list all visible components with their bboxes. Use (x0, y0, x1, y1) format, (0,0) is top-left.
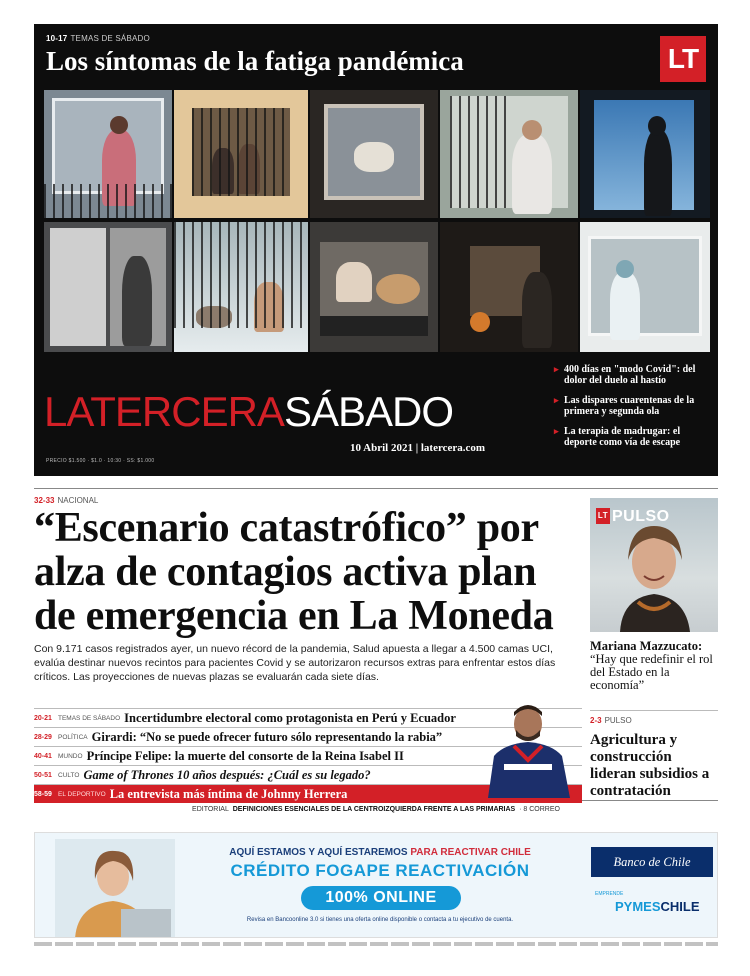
photo-window-2 (174, 90, 308, 218)
arrow-icon: ▸ (554, 364, 559, 374)
photo-window-3 (310, 90, 438, 218)
index-row-highlight: 58-59 EL DEPORTIVO La entrevista más íntima de Johnny Herrera (34, 784, 582, 803)
arrow-icon: ▸ (554, 395, 559, 405)
photo-window-7 (174, 222, 308, 352)
index-row: 28-29 POLÍTICA Girardi: “No se puede ofrecer futuro sólo representando la rabia” (34, 727, 582, 746)
pulso-photo (590, 498, 718, 632)
ad-woman-photo (55, 839, 175, 938)
banco-de-chile-logo: Banco de Chile (591, 847, 713, 877)
pulso-headline: Agricultura y construcción lideran subsidios a contratación (590, 732, 710, 799)
cover-teasers (554, 364, 712, 457)
ad-line-1: AQUÍ ESTAMOS Y AQUÍ ESTAREMOS PARA REACTIVAR CHILE (229, 847, 531, 858)
lt-logo: LT (660, 36, 706, 82)
cover-feature (34, 24, 718, 476)
index-row: 40-41 MUNDO Príncipe Felipe: la muerte del consorte de la Reina Isabel II (34, 746, 582, 765)
price-line: PRECIO $1.500 · $1.0 · 10:30 · SS: $1.000 (46, 458, 155, 464)
photo-window-9 (440, 222, 578, 352)
photo-window-4 (440, 90, 578, 218)
divider (590, 710, 718, 711)
pulso-tag: LT PULSO (597, 508, 670, 525)
edition-date: 10 Abril 2021 | latercera.com (350, 442, 486, 454)
ad-online-pill: 100% ONLINE (301, 886, 461, 910)
cover-teaser: ▸ La terapia de madrugar: el deporte como vía de escape (554, 426, 681, 448)
cover-teaser: ▸ Las dispares cuarentenas de la primera y segunda ola (554, 395, 695, 417)
ad-fine-print: Revisa en Bancoonline 3.0 si tienes una oferta online disponible o contacta a tu ejecutivo de cuenta. (246, 917, 514, 923)
photo-mosaic (44, 90, 710, 352)
index-row: 20-21 TEMAS DE SÁBADO Incertidumbre electoral como protagonista en Perú y Ecuador (34, 708, 582, 727)
editorial-bar: EDITORIAL DEFINICIONES ESENCIALES DE LA CENTROIZQUIERDA FRENTE A LAS PRIMARIAS · 8 CORREO (192, 806, 560, 813)
main-kicker: 32-33 NACIONAL (34, 496, 99, 505)
pulso-quote: Mariana Mazzucato: “Hay que redefinir el rol del Estado en la economía” (590, 639, 713, 692)
cover-teaser: ▸ 400 días en "modo Covid": del dolor del duelo al hastío (554, 364, 696, 386)
cover-title: Los síntomas de la fatiga pandémica (46, 46, 464, 76)
index-row: 50-51 CULTO Game of Thrones 10 años después: ¿Cuál es su legado? (34, 765, 582, 784)
ad-line-2: CRÉDITO FOGAPE REACTIVACIÓN (230, 861, 530, 880)
main-lede: Con 9.171 casos registrados ayer, un nuevo récord de la pandemia, Salud apuesta a llegar a 4.500 camas UCI, evalúa destinar nuevos recintos para pacientes Covid y se autorizaron recursos extras para enfrentar estos días críticos. Las proyecciones de nuevas plazas se evaluarán cada siete días. (34, 643, 556, 683)
photo-window-5 (580, 90, 710, 218)
photo-window-1 (44, 90, 172, 218)
photo-window-10 (580, 222, 710, 352)
arrow-icon: ▸ (554, 426, 559, 436)
main-headline: “Escenario catastrófico” por alza de contagios activa plan de emergencia en La Moneda (34, 505, 554, 639)
masthead: LATERCERASÁBADO (44, 388, 454, 435)
cover-kicker: 10-17 TEMAS DE SÁBADO (46, 34, 150, 43)
bank-advertisement (34, 832, 718, 938)
pulso-kicker: 2-3 PULSO (590, 716, 632, 725)
photo-window-8 (310, 222, 438, 352)
footer-fine-print (34, 942, 718, 946)
pymes-chile-logo: EMPRENDE PYMESCHILE (595, 891, 700, 914)
divider (34, 488, 718, 489)
footballer-photo (474, 700, 582, 798)
photo-window-6 (44, 222, 172, 352)
